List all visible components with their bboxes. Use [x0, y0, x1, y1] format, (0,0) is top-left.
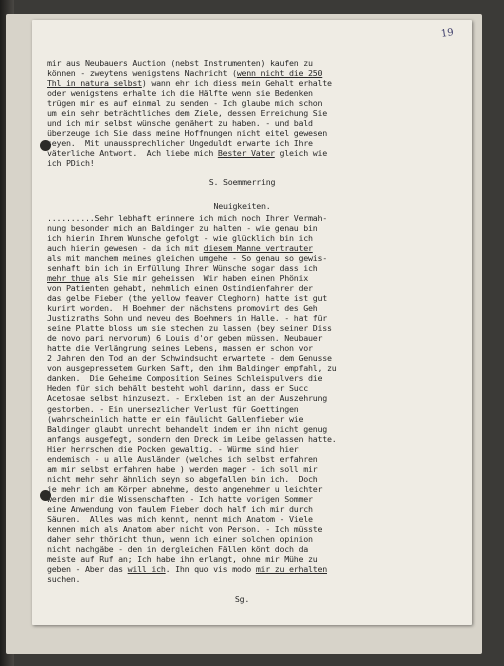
- text-line: [47, 323, 437, 333]
- text-line: [47, 373, 437, 383]
- text-segment: Justizraths Sohn und neveu des Boehmers in Halle. - hat für: [47, 313, 327, 324]
- text-segment: von ausgepressetem Gurken Saft, den ihm Baldinger empfahl, zu: [47, 363, 337, 374]
- text-line: [47, 223, 437, 233]
- underlined-text: Thl in natura selbst: [47, 78, 142, 89]
- text-segment: nicht nachgäbe - den in dergleichen Fällen könt doch da: [47, 544, 308, 555]
- text-line: [47, 414, 437, 424]
- text-line: [47, 524, 437, 534]
- text-segment: am mir selbst erfahren habe ) werden mager - ich soll mir: [47, 463, 318, 474]
- text-line: [47, 564, 437, 574]
- text-line: [47, 454, 437, 464]
- text-segment: Säuren. Alles was mich kennt, nennt mich Anatom - Viele: [47, 514, 313, 525]
- text-segment: je mehr ich am Körper abnehme, desto angenehmer u leichter: [47, 483, 323, 494]
- text-line: [47, 88, 437, 98]
- text-segment: seyen. Mit unaussprechlicher Ungeduldt erwarte ich Ihre: [47, 138, 313, 149]
- text-line: [47, 574, 437, 584]
- page-number: 19: [440, 27, 455, 40]
- text-line: [47, 353, 437, 363]
- text-segment: als Sie mir geheissen Wir haben einen Phönix: [89, 272, 308, 283]
- text-line: [47, 108, 437, 118]
- text-line: [47, 283, 437, 293]
- text-segment: ..........Sehr lebhaft erinnere ich mich noch Ihrer Vermah-: [47, 212, 327, 223]
- text-line: [47, 343, 437, 353]
- text-segment: ) wann ehr ich diess mein Gehalt erhalte: [141, 78, 332, 89]
- text-segment: als mit manchem meines gleichen umgehe - So genau so gewis-: [47, 252, 327, 263]
- text-segment: ich hierin Ihrem Wunsche gefolgt - wie glücklich bin ich: [47, 232, 313, 243]
- text-segment: geben - Aber das: [47, 564, 128, 575]
- text-line: [47, 504, 437, 514]
- text-line: [47, 313, 437, 323]
- text-line: [47, 444, 437, 454]
- text-line: [47, 534, 437, 544]
- underlined-text: diesem Manne vertrauter: [203, 242, 313, 253]
- text-segment: anfangs ausgefegt, sondern den Dreck im Leibe gelassen hatte.: [47, 433, 337, 444]
- text-line: [47, 128, 437, 138]
- text-segment: endemisch - u alle Ausländer (welches ich selbst erfahren: [47, 453, 318, 464]
- letter1-body: [47, 58, 437, 169]
- text-segment: (wahrscheinlich hatte er ein fäulicht Gallenfieber wie: [47, 413, 304, 424]
- text-line: [47, 68, 437, 78]
- letter1-signature: S. Soemmerring: [208, 176, 276, 187]
- text-line: [47, 148, 437, 158]
- text-segment: auch hierin gewesen - da ich mit: [47, 242, 204, 253]
- text-line: [47, 484, 437, 494]
- text-line: [47, 118, 437, 128]
- text-segment: Hier herrschen die Pocken gewaltig. - Würme sind hier: [47, 443, 299, 454]
- text-line: [47, 303, 437, 313]
- text-segment: suchen.: [47, 574, 81, 585]
- text-segment: danken. Die Geheime Composition Seines Schleispulvers die: [47, 373, 323, 384]
- letter-text: [47, 58, 437, 604]
- text-line: [47, 464, 437, 474]
- text-line: [47, 333, 437, 343]
- text-segment: können - zweytens wenigstens Nachricht (: [47, 68, 237, 79]
- underlined-text: will ich: [127, 564, 166, 575]
- text-segment: seine Platte bloss um sie stechen zu lassen (bey seiner Diss: [47, 323, 332, 334]
- text-segment: daher sehr thöricht thun, wenn ich einer solchen opinion: [47, 534, 313, 545]
- underlined-text: wenn nicht die 250: [236, 68, 323, 79]
- text-segment: nung besonder mich an Baldinger zu halten - wie genau bin: [47, 222, 318, 233]
- text-line: [47, 243, 437, 253]
- text-segment: gestorben. - Ein unersezlicher Verlust für Goettingen: [47, 403, 299, 414]
- underlined-text: mehr thue: [47, 272, 90, 283]
- text-line: [47, 474, 437, 484]
- letter2-signature: Sg.: [234, 594, 250, 605]
- text-line: [47, 424, 437, 434]
- text-segment: 2 Jahren den Tod an der Schwindsucht erwartete - dem Genusse: [47, 353, 332, 364]
- text-segment: das gelbe Fieber (the yellow feaver Cleghorn) hatte ist gut: [47, 292, 327, 303]
- text-line: [47, 514, 437, 524]
- text-segment: oder wenigstens erhalte ich die Hälfte wenn sie Bedenken: [47, 88, 313, 99]
- text-segment: von Patienten gehabt, nehmlich einen Ostindienfahrer der: [47, 282, 313, 293]
- text-segment: hatte die Verlängrung seines Lebens, massen er schon vor: [47, 343, 313, 354]
- text-line: [47, 393, 437, 403]
- text-segment: kennen mich als Anatom aber nicht von Person. - Ich müsste: [47, 524, 323, 535]
- text-segment: werden mir die Wissenschaften - Ich hatte vorigen Sommer: [47, 493, 313, 504]
- text-line: [47, 233, 437, 243]
- text-line: [47, 494, 437, 504]
- text-line: [47, 253, 437, 263]
- text-segment: Acetosae selbst hinzusezt. - Erxleben ist an der Auszehrung: [47, 393, 327, 404]
- text-line: [47, 404, 437, 414]
- text-line: [47, 98, 437, 108]
- text-line: [47, 213, 437, 223]
- text-segment: Baldinger glaubt unrecht behandelt indem er ihn nicht genug: [47, 423, 327, 434]
- text-segment: kurirt worden. H Boehmer der nächstens promovirt des Geh: [47, 303, 318, 314]
- text-line: [47, 434, 437, 444]
- text-line: [47, 363, 437, 373]
- text-segment: väterliche Antwort. Ach liebe mich: [47, 148, 218, 159]
- text-segment: gleich wie: [274, 148, 327, 159]
- letter2-body: [47, 213, 437, 585]
- underlined-text: mir zu erhalten: [255, 564, 327, 575]
- underlined-text: Bester Vater: [217, 148, 275, 159]
- text-segment: nicht mehr sehr ähnlich seyn so abgefallen bin ich. Doch: [47, 473, 318, 484]
- text-line: [47, 138, 437, 148]
- text-segment: mir aus Neubauers Auction (nebst Instrumenten) kaufen zu: [47, 58, 313, 68]
- letter2-heading: Neuigkeiten.: [213, 200, 271, 211]
- text-segment: um ein sehr beträchtliches dem Ziele, dessen Erreichung Sie: [47, 108, 327, 119]
- text-segment: trügen mir es auf einmal zu senden - Ich glaube mich schon: [47, 98, 323, 109]
- text-segment: Heden für sich behält besteht wohl darinn, dass er Succ: [47, 383, 308, 394]
- text-segment: senhaft bin ich in Erfüllung Ihrer Wünsche sogar dass ich: [47, 262, 318, 273]
- text-line: [47, 554, 437, 564]
- text-segment: ich PDich!: [47, 158, 95, 169]
- text-line: [47, 58, 437, 68]
- text-line: [47, 544, 437, 554]
- text-segment: . Ihn quo vis modo: [165, 564, 256, 575]
- text-line: [47, 158, 437, 168]
- text-segment: eine Anwendung von faulem Fieber doch half ich mir durch: [47, 503, 313, 514]
- text-line: [47, 293, 437, 303]
- text-segment: de novo pari nervorum) 6 Louis d'or geben müssen. Neubauer: [47, 333, 323, 344]
- text-line: [47, 263, 437, 273]
- text-segment: meiste auf Ruf an; Ich habe ihn erlangt, ohne mir Mühe zu: [47, 554, 318, 565]
- text-line: [47, 78, 437, 88]
- text-segment: und ich mir selbst wünsche genähert zu haben. - und bald: [47, 118, 313, 129]
- text-line: [47, 383, 437, 393]
- text-segment: überzeuge ich Sie dass meine Hoffnungen nicht eitel gewesen: [47, 128, 327, 139]
- text-line: [47, 273, 437, 283]
